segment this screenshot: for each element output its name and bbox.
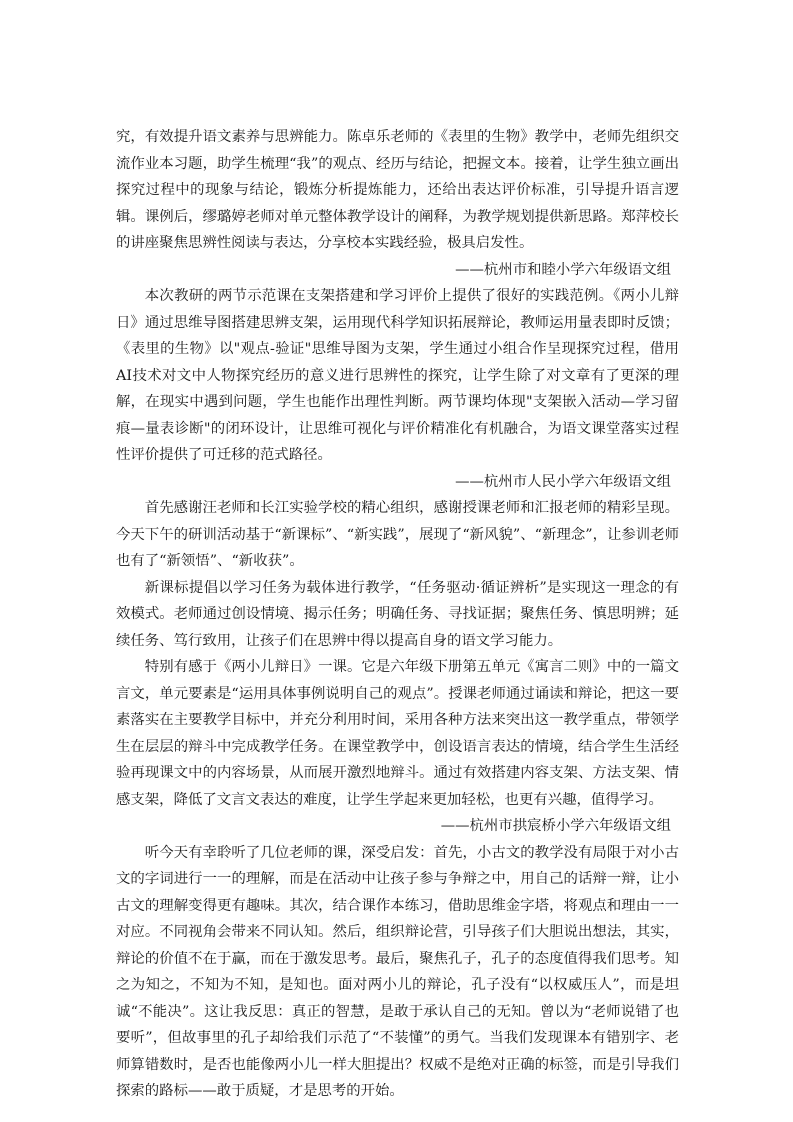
paragraph: 究，有效提升语文素养与思辨能力。陈卓乐老师的《表里的生物》教学中，老师先组织交流作业本习题，助学生梳理“我”的观点、经历与结论，把握文本。接着，让学生独立画出探究过程中的现象与结论，锻炼分析提炼能力，还给出表达评价标准，引导提升语言逻辑。课例后，缪璐婷老师对单元整体教学设计的阐释，为教学规划提供新思路。郑萍校长的讲座聚焦思辨性阅读与表达，分享校本实践经验，极具启发性。 (116, 129, 679, 251)
paragraph: 新课标提倡以学习任务为载体进行教学，“任务驱动·循证辨析”是实现这一理念的有效模式。老师通过创设情境、揭示任务；明确任务、寻找证据；聚焦任务、慎思明辨；延续任务、笃行致用，让孩子们在思辨中得以提高自身的语文学习能力。 (116, 579, 679, 649)
paragraph: 听今天有幸聆听了几位老师的课，深受启发：首先，小古文的教学没有局限于对小古文的字词进行一一的理解，而是在活动中让孩子参与争辩之中，用自己的话辩一辩，让小古文的理解变得更有趣味。其次，结合课作本练习，借助思维金字塔，将观点和理由一一对应。不同视角会带来不同认知。然后，组织辩论营，引导孩子们大胆说出想法，其实，辩论的价值不在于赢，而在于激发思考。最后，聚焦孔子，孔子的态度值得我们思考。知之为知之，不知为不知，是知也。面对两小儿的辩论，孔子没有“以权威压人”，而是坦诚“不能决”。这让我反思：真正的智慧，是敢于承认自己的无知。曾以为“老师说错了也要听”，但故事里的孔子却给我们示范了“不装懂”的勇气。当我们发现课本有错别字、老师算错数时，是否也能像两小儿一样大胆提出？权威不是绝对正确的标签，而是引导我们探索的路标——敢于质疑，才是思考的开始。 (116, 844, 679, 1099)
signature: ——杭州市和睦小学六年级语文组 (455, 261, 671, 278)
paragraph: 本次教研的两节示范课在支架搭建和学习评价上提供了很好的实践范例。《两小儿辩日》通过思维导图搭建思辨支架，运用现代科学知识拓展辩论，教师运用量表即时反馈；《表里的生物》以"观点-验证"思维导图为支架，学生通过小组合作呈现探究过程，借用AI技术对文中人物探究经历的意义进行思辨性的探究，让学生除了对文章有了更深的理解，在现实中遇到问题，学生也能作出理性判断。两节课均体现"支架嵌入活动—学习留痕—量表诊断"的闭环设计，让思维可视化与评价精准化有机融合，为语文课堂落实过程性评价提供了可迁移的范式路径。 (116, 288, 679, 463)
paragraph: 特别有感于《两小儿辩日》一课。它是六年级下册第五单元《寓言二则》中的一篇文言文，单元要素是“运用具体事例说明自己的观点”。授课老师通过诵读和辩论，把这一要素落实在主要教学目标中，并充分利用时间，采用各种方法来突出这一教学重点，带领学生在层层的辩斗中完成教学任务。在课堂教学中，创设语言表达的情境，结合学生生活经验再现课文中的内容场景，从而展开激烈地辩斗。通过有效搭建内容支架、方法支架、情感支架，降低了文言文表达的难度，让学生学起来更加轻松，也更有兴趣，值得学习。 (116, 659, 679, 808)
paragraph: 首先感谢汪老师和长江实验学校的精心组织，感谢授课老师和汇报老师的精彩呈现。今天下午的研训活动基于“新课标”、“新实践”，展现了“新风貌”、“新理念”，让参训老师也有了“新领悟”、“新收获”。 (116, 500, 679, 569)
document-body (116, 124, 679, 1105)
signature: ——杭州市拱宸桥小学六年级语文组 (440, 818, 671, 834)
signature: ——杭州市人民小学六年级语文组 (455, 473, 671, 490)
